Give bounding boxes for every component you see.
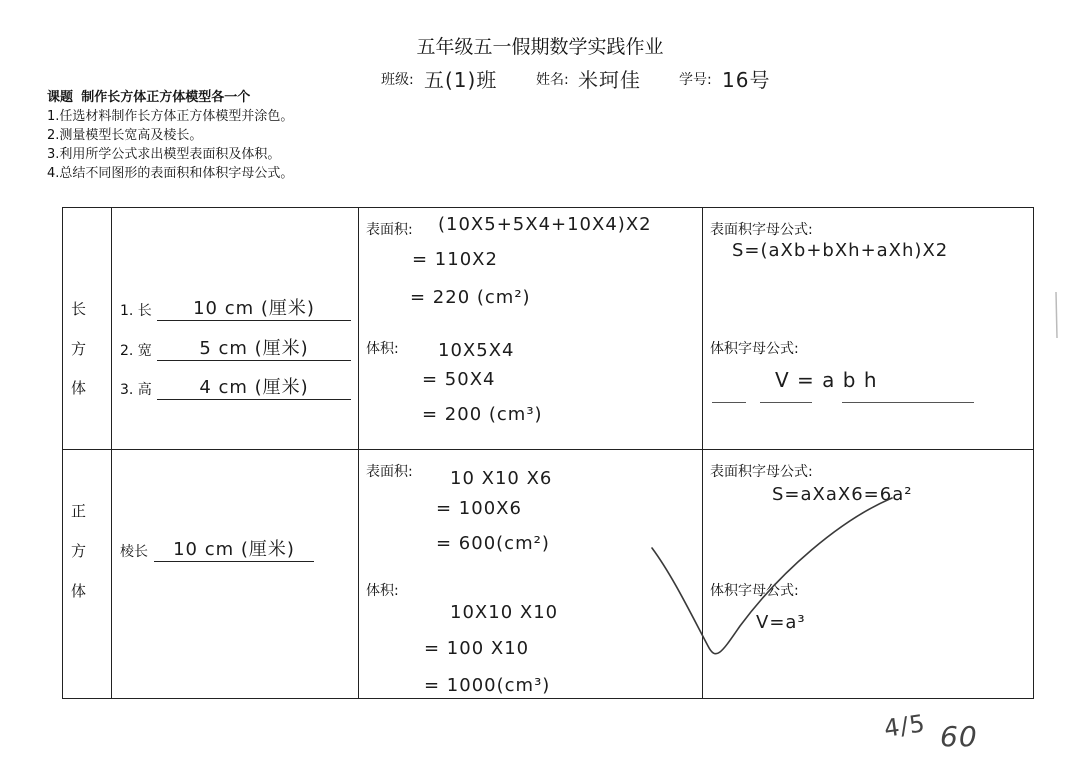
cube-edge-label: 棱长 xyxy=(120,544,148,560)
cube-edge-value: 10 cm (厘米) xyxy=(154,535,314,562)
cube-label-char: 正 xyxy=(71,502,87,520)
cube-area-line: 10 X10 X6 xyxy=(450,468,553,489)
cuboid-label-char: 方 xyxy=(71,340,87,358)
cuboid-height-label: 3. 高 xyxy=(120,382,152,398)
cuboid-area-label: 表面积: xyxy=(366,222,413,238)
cube-volume-formula: V=a³ xyxy=(756,612,806,633)
cuboid-area-line: (10X5+5X4+10X4)X2 xyxy=(438,214,652,235)
task-step: 3.利用所学公式求出模型表面积及体积。 xyxy=(47,147,281,162)
id-label: 学号: xyxy=(679,72,712,88)
task-heading-label: 课题 xyxy=(47,90,74,105)
grade-score: 60 xyxy=(940,720,978,753)
cube-label-char: 方 xyxy=(71,542,87,560)
name-label: 姓名: xyxy=(536,72,569,88)
task-step: 2.测量模型长宽高及棱长。 xyxy=(47,128,203,143)
page-title: 五年级五一假期数学实践作业 xyxy=(416,36,664,58)
cube-volume-line: 10X10 X10 xyxy=(450,602,559,623)
cuboid-height-value: 4 cm (厘米) xyxy=(157,373,351,400)
cube-area-formula-label: 表面积字母公式: xyxy=(710,464,813,480)
cuboid-width-label: 2. 宽 xyxy=(120,343,152,359)
id-value: 16号 xyxy=(722,68,771,92)
cuboid-volume-line: = 200 (cm³) xyxy=(422,404,543,425)
cube-area-label: 表面积: xyxy=(366,464,413,480)
cube-label-char: 体 xyxy=(71,582,87,600)
cube-volume-label: 体积: xyxy=(366,583,399,599)
cuboid-area-formula-label: 表面积字母公式: xyxy=(710,222,813,238)
cuboid-label-char: 长 xyxy=(71,300,87,318)
cuboid-area-formula: S=(aXb+bXh+aXh)X2 xyxy=(732,240,949,261)
cuboid-volume-line: 10X5X4 xyxy=(438,340,515,361)
cube-volume-line: = 100 X10 xyxy=(424,638,530,659)
cuboid-length-label: 1. 长 xyxy=(120,303,152,319)
cube-area-line: = 600(cm²) xyxy=(436,533,550,554)
cuboid-volume-formula-label: 体积字母公式: xyxy=(710,341,799,357)
class-value: 五(1)班 xyxy=(424,68,498,92)
name-value: 米珂佳 xyxy=(578,68,641,92)
cuboid-volume-formula: V = a b h xyxy=(775,368,878,392)
cube-volume-formula-label: 体积字母公式: xyxy=(710,583,799,599)
task-heading-text: 制作长方体正方体模型各一个 xyxy=(81,90,251,105)
cube-volume-line: = 1000(cm³) xyxy=(424,675,551,696)
cube-area-line: = 100X6 xyxy=(436,498,522,519)
cube-area-formula: S=aXaX6=6a² xyxy=(772,484,913,505)
cuboid-length-value: 10 cm (厘米) xyxy=(157,294,351,321)
task-step: 1.任选材料制作长方体正方体模型并涂色。 xyxy=(47,109,294,124)
cuboid-area-line: = 110X2 xyxy=(412,249,498,270)
task-step: 4.总结不同图形的表面积和体积字母公式。 xyxy=(47,166,294,181)
cuboid-width-value: 5 cm (厘米) xyxy=(157,334,351,361)
cuboid-volume-label: 体积: xyxy=(366,341,399,357)
cuboid-area-line: = 220 (cm²) xyxy=(410,287,531,308)
cuboid-label-char: 体 xyxy=(71,379,87,397)
grade-date: 4/5 xyxy=(882,709,928,743)
cuboid-volume-line: = 50X4 xyxy=(422,369,496,390)
class-label: 班级: xyxy=(381,72,414,88)
